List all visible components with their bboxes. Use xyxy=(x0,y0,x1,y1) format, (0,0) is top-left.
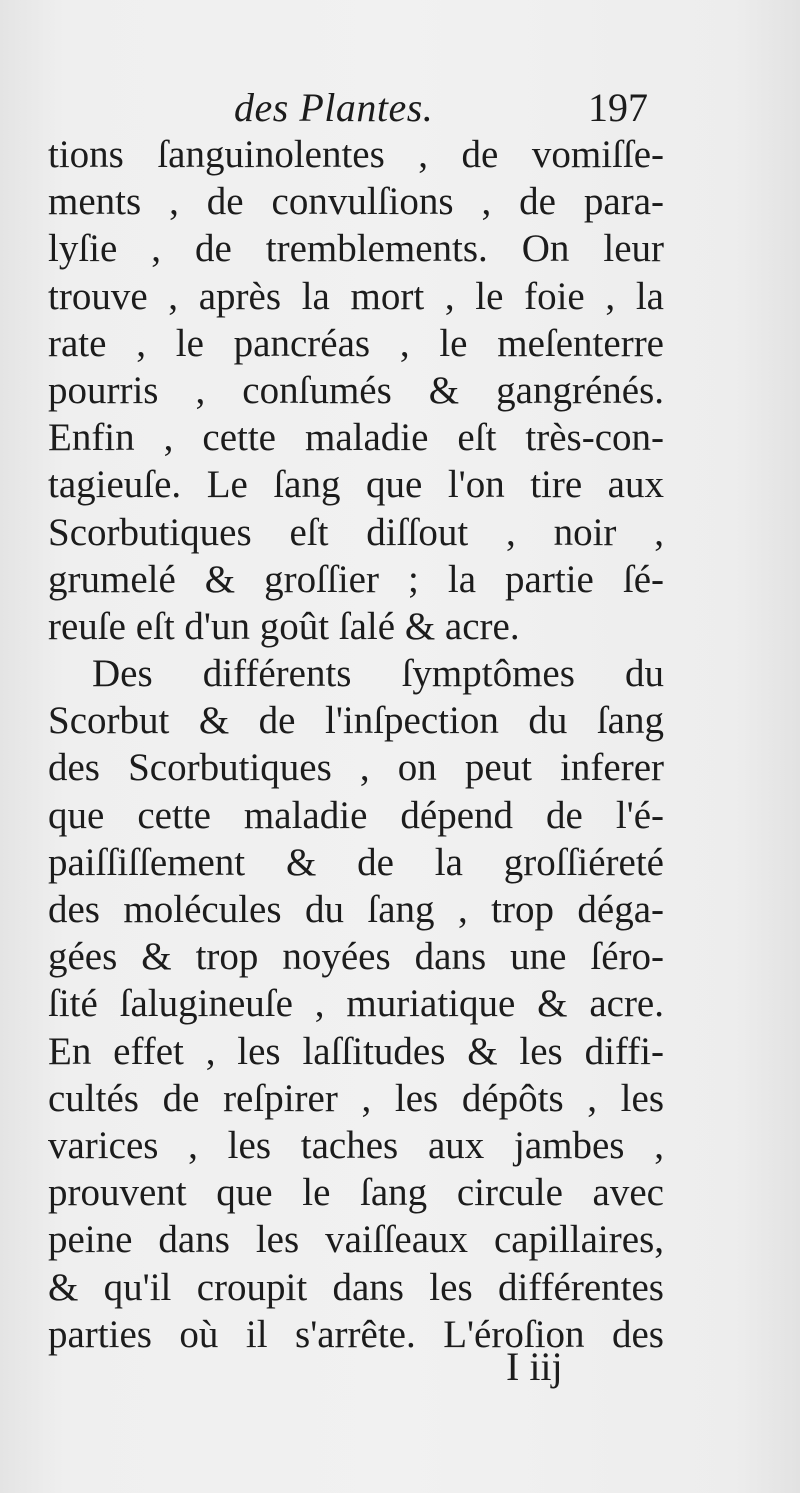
text-line: lyſie , de tremblements. On leur xyxy=(48,227,664,271)
text-line: ſité ſalugineuſe , muriatique & acre. xyxy=(48,982,664,1026)
running-head xyxy=(0,84,800,134)
signature-mark: I iij xyxy=(506,1344,563,1389)
running-title: des Plantes. xyxy=(234,85,434,130)
text-line: Enfin , cette maladie eſt très-con- xyxy=(48,416,664,460)
text-line: pourris , conſumés & gangrénés. xyxy=(48,368,664,412)
text-line: grumelé & groſſier ; la partie ſé- xyxy=(48,557,664,601)
text-line: & qu'il croupit dans les différentes xyxy=(48,1265,664,1309)
text-line: parties où il s'arrête. L'éroſion des xyxy=(48,1312,664,1356)
page-number: 197 xyxy=(588,85,648,130)
text-line: tagieuſe. Le ſang que l'on tire aux xyxy=(48,463,664,507)
text-line: peine dans les vaiſſeaux capillaires, xyxy=(48,1218,664,1262)
text-line: En effet , les laſſitudes & les diffi- xyxy=(48,1029,664,1073)
text-line: que cette maladie dépend de l'é- xyxy=(48,793,664,837)
text-line: cultés de reſpirer , les dépôts , les xyxy=(48,1076,664,1120)
text-line: reuſe eſt d'un goût ſalé & acre. xyxy=(48,604,520,648)
text-line: des molécules du ſang , trop déga- xyxy=(48,888,664,931)
text-line: trouve , après la mort , le foie , la xyxy=(48,274,664,318)
text-line: des Scorbutiques , on peut inferer xyxy=(48,746,664,790)
text-line: Scorbut & de l'inſpection du ſang xyxy=(48,699,664,743)
text-line: prouvent que le ſang circule avec xyxy=(48,1171,664,1215)
text-line: tions ſanguinolentes , de vomiſſe- xyxy=(48,133,664,176)
text-line: ments , de convulſions , de para- xyxy=(48,180,664,224)
text-line: paiſſiſſement & de la groſſiéreté xyxy=(48,840,664,884)
text-line: varices , les taches aux jambes , xyxy=(48,1123,664,1167)
text-line: Des différents ſymptômes du xyxy=(92,652,664,696)
text-line: Scorbutiques eſt diſſout , noir , xyxy=(48,510,664,554)
body-text xyxy=(48,131,664,1358)
text-line: gées & trop noyées dans une ſéro- xyxy=(48,935,664,979)
text-line: rate , le pancréas , le meſenterre xyxy=(48,321,664,365)
